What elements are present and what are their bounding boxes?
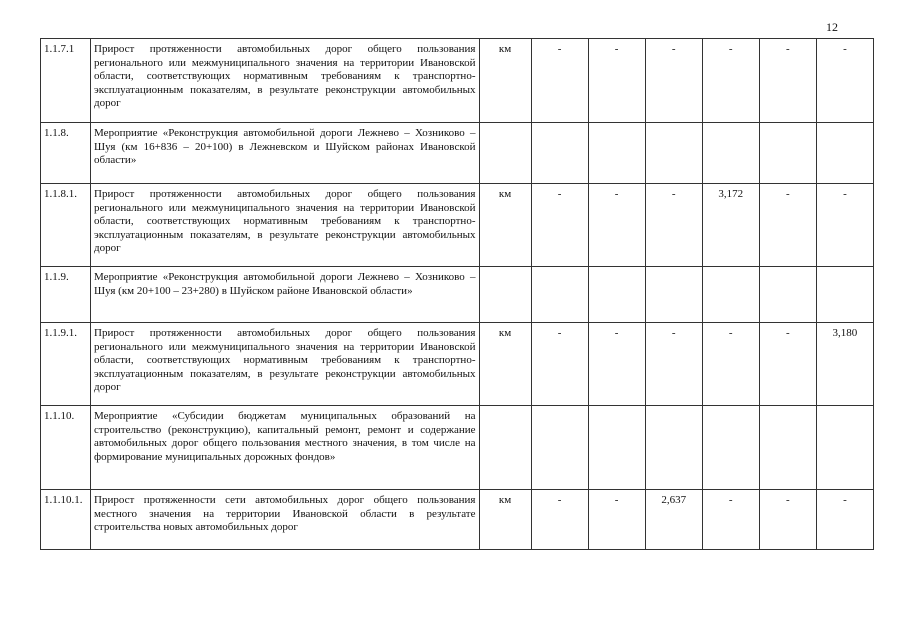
row-value: - <box>816 490 873 550</box>
row-value <box>702 406 759 490</box>
row-value: - <box>645 39 702 123</box>
row-description: Мероприятие «Реконструкция автомобильной дороги Лежнево – Хозниково – Шуя (км 16+836 – 20+100) в Лежневском и Шуйском районах Ивановской области» <box>91 123 479 184</box>
row-value: - <box>759 490 816 550</box>
table-row <box>41 267 874 323</box>
row-value: - <box>531 323 588 406</box>
table-row <box>41 406 874 490</box>
row-value <box>702 267 759 323</box>
row-code: 1.1.9.1. <box>41 323 91 406</box>
row-value <box>531 123 588 184</box>
page-number: 12 <box>826 20 838 34</box>
row-code: 1.1.10.1. <box>41 490 91 550</box>
row-value <box>816 406 873 490</box>
row-value: - <box>645 184 702 267</box>
row-value: - <box>531 184 588 267</box>
row-value <box>816 123 873 184</box>
row-unit: км <box>479 323 531 406</box>
row-description: Прирост протяженности автомобильных дорог общего пользования регионального или межмуниципального значения на территории Ивановской области, соответствующих нормативным требованиям к транспортно-эксплуатационным показателям, в результате реконструкции автомобильных дорог <box>91 39 479 123</box>
row-value <box>645 406 702 490</box>
row-value <box>759 406 816 490</box>
row-value <box>645 123 702 184</box>
row-value <box>531 267 588 323</box>
row-value: - <box>759 323 816 406</box>
row-value: - <box>702 323 759 406</box>
row-description: Мероприятие «Субсидии бюджетам муниципальных образований на строительство (реконструкцию), капитальный ремонт, ремонт и содержание автомобильных дорог общего пользования местного значения, в том числе на формирование муниципальных дорожных фондов» <box>91 406 479 490</box>
row-value: - <box>588 323 645 406</box>
row-code: 1.1.10. <box>41 406 91 490</box>
row-unit: км <box>479 184 531 267</box>
row-value: - <box>531 39 588 123</box>
row-value <box>645 267 702 323</box>
table-row <box>41 39 874 123</box>
row-value <box>531 406 588 490</box>
row-value: - <box>531 490 588 550</box>
row-unit: км <box>479 490 531 550</box>
row-unit <box>479 123 531 184</box>
row-description: Мероприятие «Реконструкция автомобильной дороги Лежнево – Хозниково – Шуя (км 20+100 – 23+280) в Шуйском районе Ивановской области» <box>91 267 479 323</box>
table-row <box>41 490 874 550</box>
row-code: 1.1.8. <box>41 123 91 184</box>
row-value <box>588 267 645 323</box>
row-code: 1.1.7.1 <box>41 39 91 123</box>
row-value: - <box>816 39 873 123</box>
row-unit: км <box>479 39 531 123</box>
table-row <box>41 323 874 406</box>
row-value: - <box>588 490 645 550</box>
row-unit <box>479 406 531 490</box>
row-value: 3,180 <box>816 323 873 406</box>
row-value: - <box>645 323 702 406</box>
row-description: Прирост протяженности сети автомобильных дорог общего пользования местного значения на территории Ивановской области в результате строительства новых автомобильных дорог <box>91 490 479 550</box>
indicators-table <box>40 38 874 550</box>
row-value: - <box>759 184 816 267</box>
row-value: - <box>702 490 759 550</box>
row-code: 1.1.9. <box>41 267 91 323</box>
row-code: 1.1.8.1. <box>41 184 91 267</box>
row-unit <box>479 267 531 323</box>
table-row <box>41 184 874 267</box>
row-value: - <box>588 39 645 123</box>
row-value <box>759 123 816 184</box>
row-description: Прирост протяженности автомобильных дорог общего пользования регионального или межмуниципального значения на территории Ивановской области, соответствующих нормативным требованиям к транспортно-эксплуатационным показателям, в результате реконструкции автомобильных дорог <box>91 184 479 267</box>
row-value <box>816 267 873 323</box>
row-value: - <box>702 39 759 123</box>
table-row <box>41 123 874 184</box>
row-value: - <box>759 39 816 123</box>
row-value: - <box>588 184 645 267</box>
row-description: Прирост протяженности автомобильных дорог общего пользования регионального или межмуниципального значения на территории Ивановской области, соответствующих нормативным требованиям к транспортно-эксплуатационным показателям, в результате реконструкции автомобильных дорог <box>91 323 479 406</box>
row-value: 2,637 <box>645 490 702 550</box>
row-value <box>702 123 759 184</box>
row-value <box>759 267 816 323</box>
row-value: 3,172 <box>702 184 759 267</box>
row-value: - <box>816 184 873 267</box>
row-value <box>588 406 645 490</box>
row-value <box>588 123 645 184</box>
